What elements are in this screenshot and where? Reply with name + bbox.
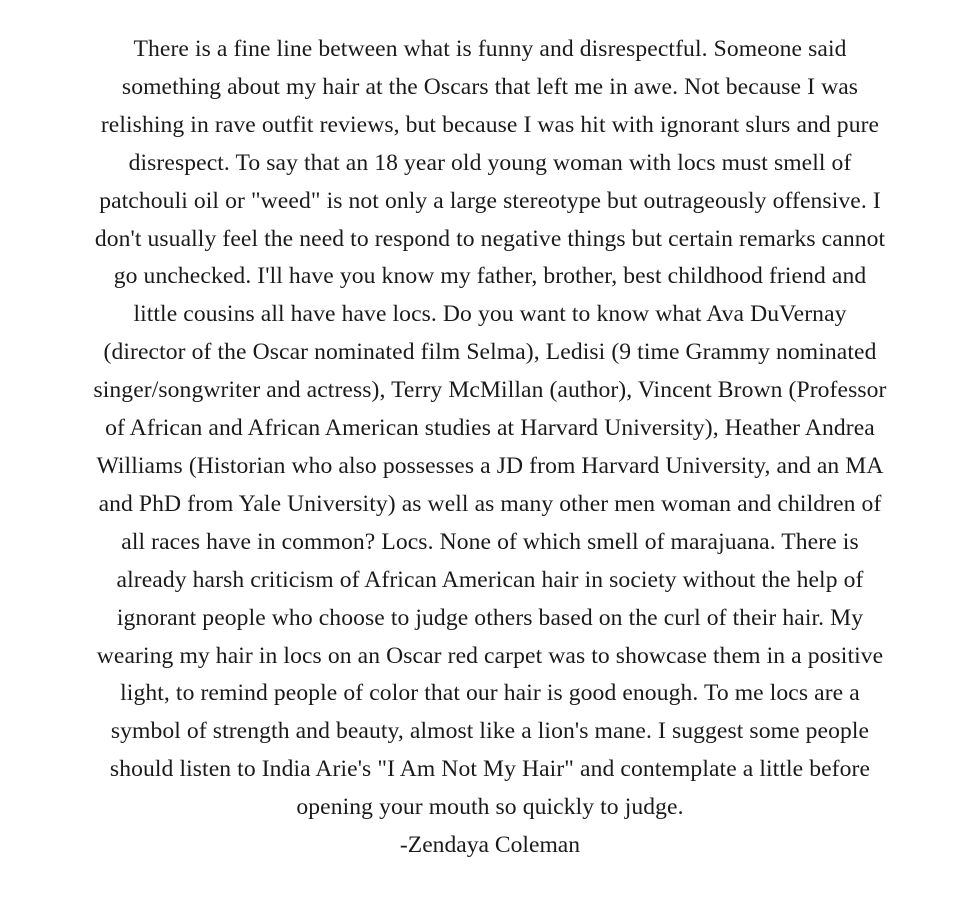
statement-line-10: singer/songwriter and actress), Terry McMillan (author), Vincent Brown (Professor	[93, 377, 887, 404]
statement-line-6: don't usually feel the need to respond to negative things but certain remarks cannot	[94, 225, 886, 252]
statement-line-18: light, to remind people of color that our hair is good enough. To me locs are a	[120, 680, 860, 707]
statement-line-21: opening your mouth so quickly to judge.	[296, 794, 684, 821]
statement-line-5: patchouli oil or "weed" is not only a large stereotype but outrageously offensive. I	[99, 187, 881, 214]
statement-line-4: disrespect. To say that an 18 year old young woman with locs must smell of	[128, 149, 852, 176]
statement-line-3: relishing in rave outfit reviews, but because I was hit with ignorant slurs and pure	[100, 111, 880, 138]
statement-line-16: ignorant people who choose to judge others based on the curl of their hair. My	[116, 604, 864, 631]
statement-line-12: Williams (Historian who also possesses a JD from Harvard University, and an MA	[96, 452, 884, 479]
statement-line-19: symbol of strength and beauty, almost like a lion's mane. I suggest some people	[110, 718, 870, 745]
statement-line-13: and PhD from Yale University) as well as many other men woman and children of	[98, 490, 882, 517]
statement-line-8: little cousins all have have locs. Do you want to know what Ava DuVernay	[133, 301, 847, 328]
statement-line-9: (director of the Oscar nominated film Selma), Ledisi (9 time Grammy nominated	[103, 339, 877, 366]
statement-line-14: all races have in common? Locs. None of which smell of marajuana. There is	[121, 528, 859, 555]
statement-line-7: go unchecked. I'll have you know my father, brother, best childhood friend and	[113, 263, 867, 290]
statement-line-20: should listen to India Arie's "I Am Not My Hair" and contemplate a little before	[109, 756, 871, 783]
signature: -Zendaya Coleman	[399, 832, 581, 859]
statement-line-2: something about my hair at the Oscars that left me in awe. Not because I was	[121, 73, 859, 100]
statement-body	[20, 31, 960, 865]
statement-line-1: There is a fine line between what is funny and disrespectful. Someone said	[133, 36, 847, 62]
statement-line-11: of African and African American studies at Harvard University), Heather Andrea	[105, 415, 875, 442]
statement-line-17: wearing my hair in locs on an Oscar red carpet was to showcase them in a positive	[96, 642, 884, 669]
statement-line-15: already harsh criticism of African American hair in society without the help of	[116, 566, 864, 593]
